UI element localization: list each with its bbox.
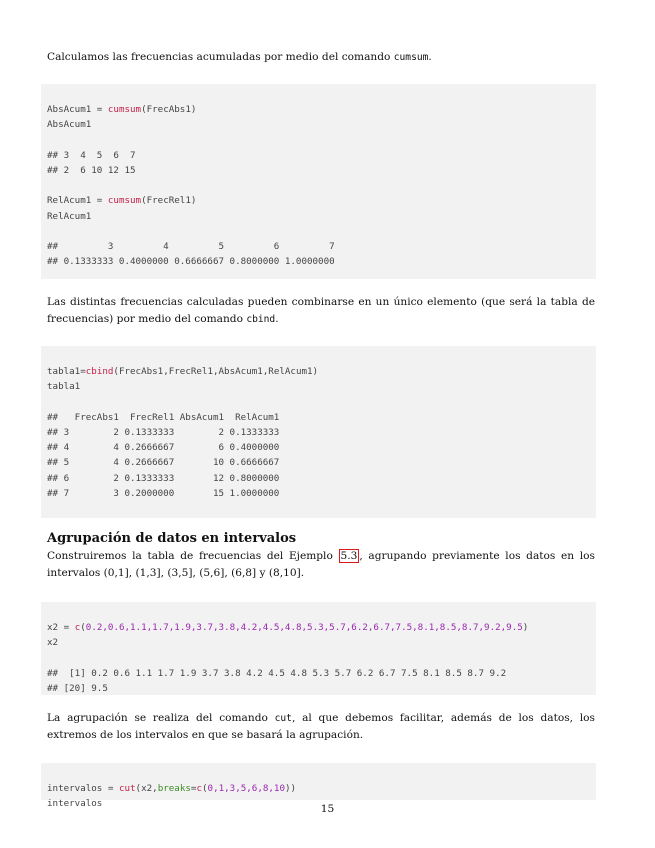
text: , agrupando previamente los datos en los intervalos (0,1], (1,3], (3,5], (5,6], (6,8] y (8,10]. bbox=[47, 550, 595, 579]
code-line: tabla1 bbox=[47, 381, 81, 393]
code-block-x2 bbox=[41, 602, 596, 695]
paragraph-intervals bbox=[47, 548, 595, 582]
code-block-cbind bbox=[41, 346, 596, 518]
paragraph-cumsum bbox=[47, 49, 595, 66]
output-line: ## 2 6 10 12 15 bbox=[47, 164, 136, 176]
output-line: ## 3 4 5 6 7 bbox=[47, 240, 335, 252]
code-line: AbsAcum1 bbox=[47, 119, 92, 131]
code-line: RelAcum1 = cumsum(FrecRel1) bbox=[47, 195, 197, 207]
text: Construiremos la tabla de frecuencias del Ejemplo bbox=[47, 550, 339, 562]
code-line: RelAcum1 bbox=[47, 210, 92, 222]
table-header-line: ## FrecAbs1 FrecRel1 AbsAcum1 RelAcum1 bbox=[47, 411, 280, 423]
code-line: x2 = c(0.2,0.6,1.1,1.7,1.9,3.7,3.8,4.2,4.5,4.8,5.3,5.7,6.2,6.7,7.5,8.1,8.5,8.7,9.2,9.5) bbox=[47, 622, 529, 634]
code-line: x2 bbox=[47, 637, 59, 649]
paragraph-cut bbox=[47, 710, 595, 744]
code-block-cumsum bbox=[41, 84, 596, 279]
code-line: intervalos = cut(x2,breaks=c(0,1,3,5,6,8,10)) bbox=[47, 783, 297, 795]
text: Las distintas frecuencias calculadas pueden combinarse en un único elemento (que será la tabla de frecuencias) por medio del comando bbox=[47, 296, 595, 325]
section-heading: Agrupación de datos en intervalos bbox=[47, 531, 297, 546]
example-reference-link[interactable]: 5.3 bbox=[340, 550, 358, 562]
table-row: ## 4 4 0.2666667 6 0.4000000 bbox=[47, 442, 280, 454]
inline-code: cbind bbox=[246, 314, 276, 325]
table-row: ## 3 2 0.1333333 2 0.1333333 bbox=[47, 426, 280, 438]
paragraph-cbind bbox=[47, 294, 595, 328]
table-row: ## 7 3 0.2000000 15 1.0000000 bbox=[47, 487, 280, 499]
text: La agrupación se realiza del comando bbox=[47, 712, 275, 724]
code-line: intervalos bbox=[47, 798, 103, 810]
table-row: ## 6 2 0.1333333 12 0.8000000 bbox=[47, 472, 280, 484]
table-row: ## 5 4 0.2666667 10 0.6666667 bbox=[47, 457, 280, 469]
page-number: 15 bbox=[320, 803, 335, 815]
output-line: ## 3 4 5 6 7 bbox=[47, 149, 136, 161]
output-line: ## [20] 9.5 bbox=[47, 682, 108, 694]
inline-code: cumsum bbox=[393, 52, 429, 63]
text: , al que debemos facilitar, además de los datos, los extremos de los intervalos en que se basará la agrupación. bbox=[47, 712, 595, 741]
output-line: ## 0.1333333 0.4000000 0.6666667 0.8000000 1.0000000 bbox=[47, 256, 335, 268]
text: . bbox=[428, 51, 432, 63]
text: . bbox=[275, 313, 279, 325]
code-line: tabla1=cbind(FrecAbs1,FrecRel1,AbsAcum1,RelAcum1) bbox=[47, 366, 319, 378]
code-line: AbsAcum1 = cumsum(FrecAbs1) bbox=[47, 104, 197, 116]
text: Calculamos las frecuencias acumuladas por medio del comando bbox=[47, 51, 394, 63]
output-line: ## [1] 0.2 0.6 1.1 1.7 1.9 3.7 3.8 4.2 4.5 4.8 5.3 5.7 6.2 6.7 7.5 8.1 8.5 8.7 9.2 bbox=[47, 667, 507, 679]
inline-code: cut bbox=[274, 713, 292, 724]
